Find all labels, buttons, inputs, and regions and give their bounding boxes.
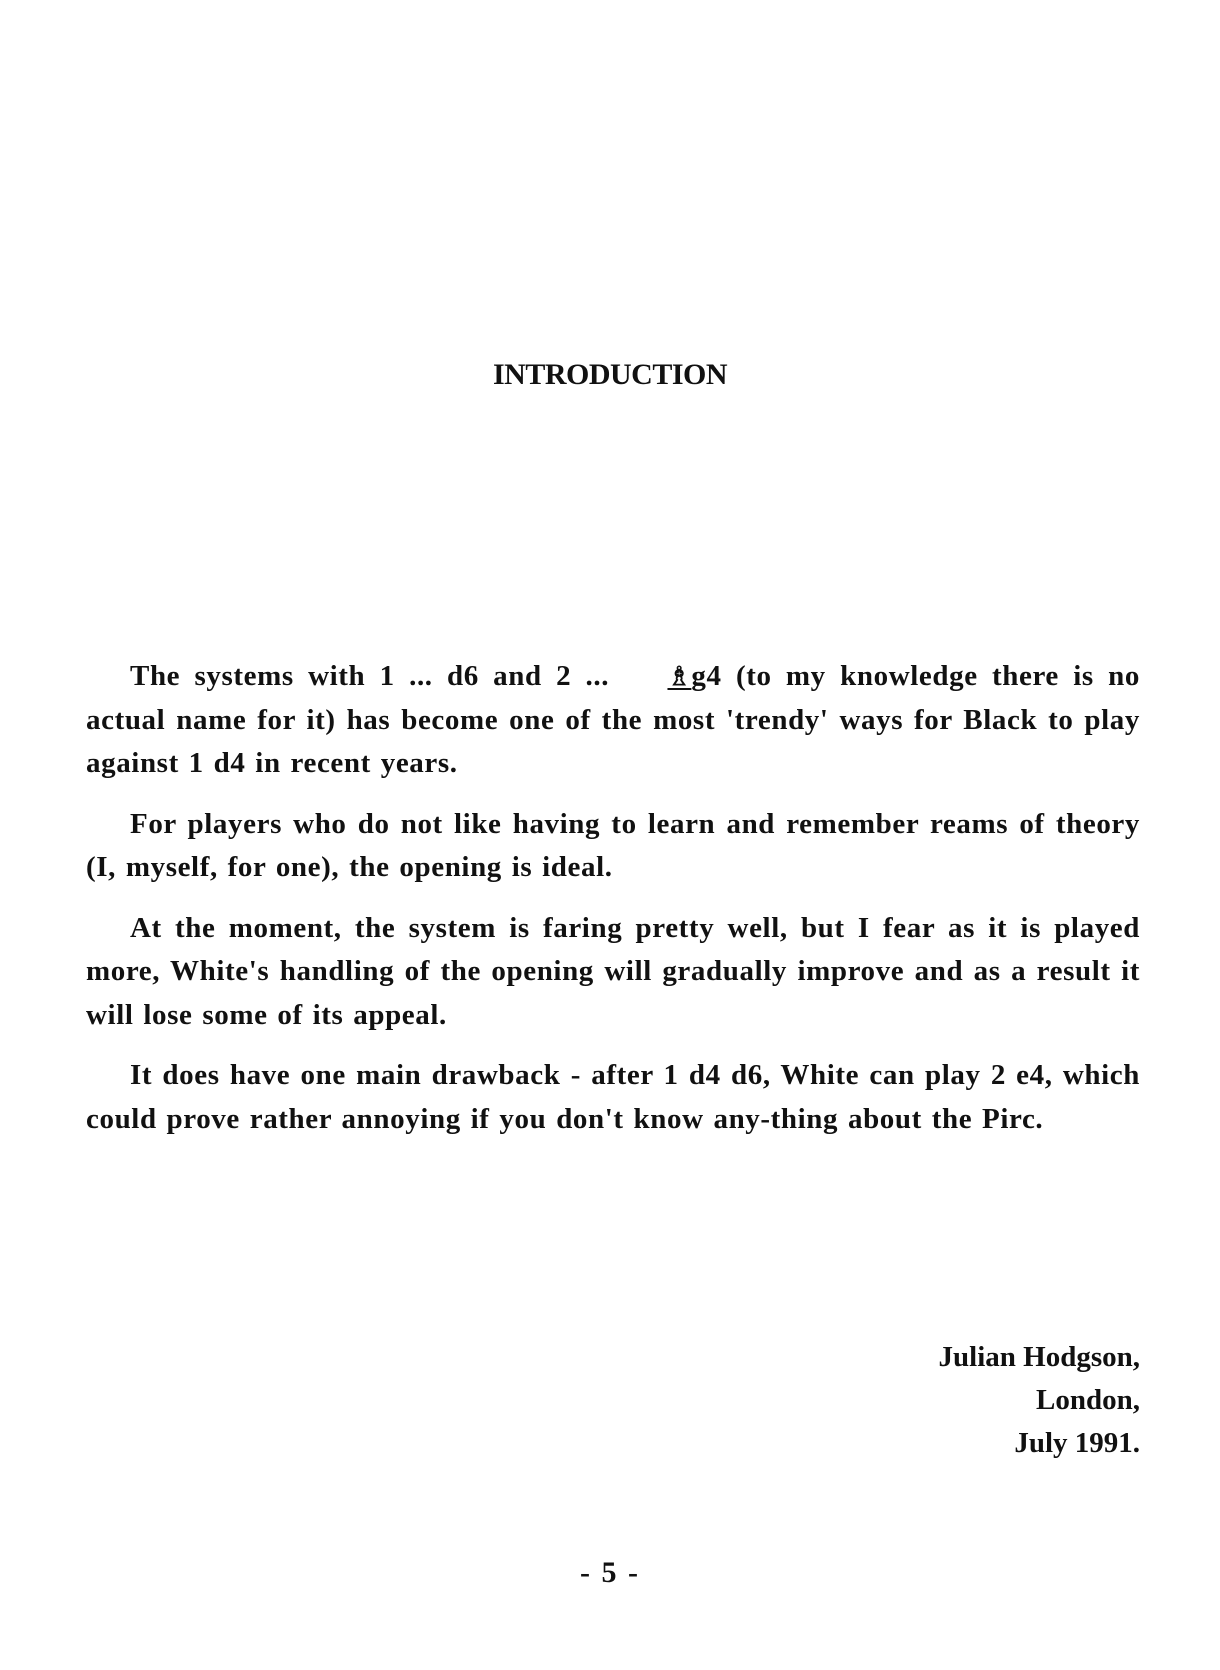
- bishop-icon: ♗: [667, 662, 692, 691]
- paragraph-1-text-start: The systems with 1 ... d6 and 2 ...: [130, 660, 624, 692]
- paragraph-2: For players who do not like having to learn and remember reams of theory (I, myself, for one), the opening is ideal.: [86, 807, 1140, 883]
- author-name: Julian Hodgson,: [938, 1341, 1140, 1373]
- page-title: INTRODUCTION: [492, 358, 728, 391]
- introduction-body: [86, 655, 1140, 1158]
- paragraph-3: At the moment, the system is faring pretty well, but I fear as it is played more, White's handling of the opening will gradually improve and as a result it will lose some of its appeal.: [86, 911, 1140, 1031]
- signature-date: July 1991.: [1014, 1427, 1140, 1459]
- paragraph-1: [86, 655, 1140, 786]
- author-location: London,: [1036, 1384, 1140, 1416]
- paragraph-4: It does have one main drawback - after 1 d4 d6, White can play 2 e4, which could prove rather annoying if you don't know any-thing about the Pirc.: [86, 1059, 1140, 1135]
- page-number: - 5 -: [580, 1556, 640, 1589]
- paragraph-1-text-end: g4 (to my knowledge there is no actual name for it) has become one of the most 'trendy' ways for Black to play against 1 d4 in recent years.: [86, 660, 1140, 779]
- signature-block: [939, 1336, 1140, 1465]
